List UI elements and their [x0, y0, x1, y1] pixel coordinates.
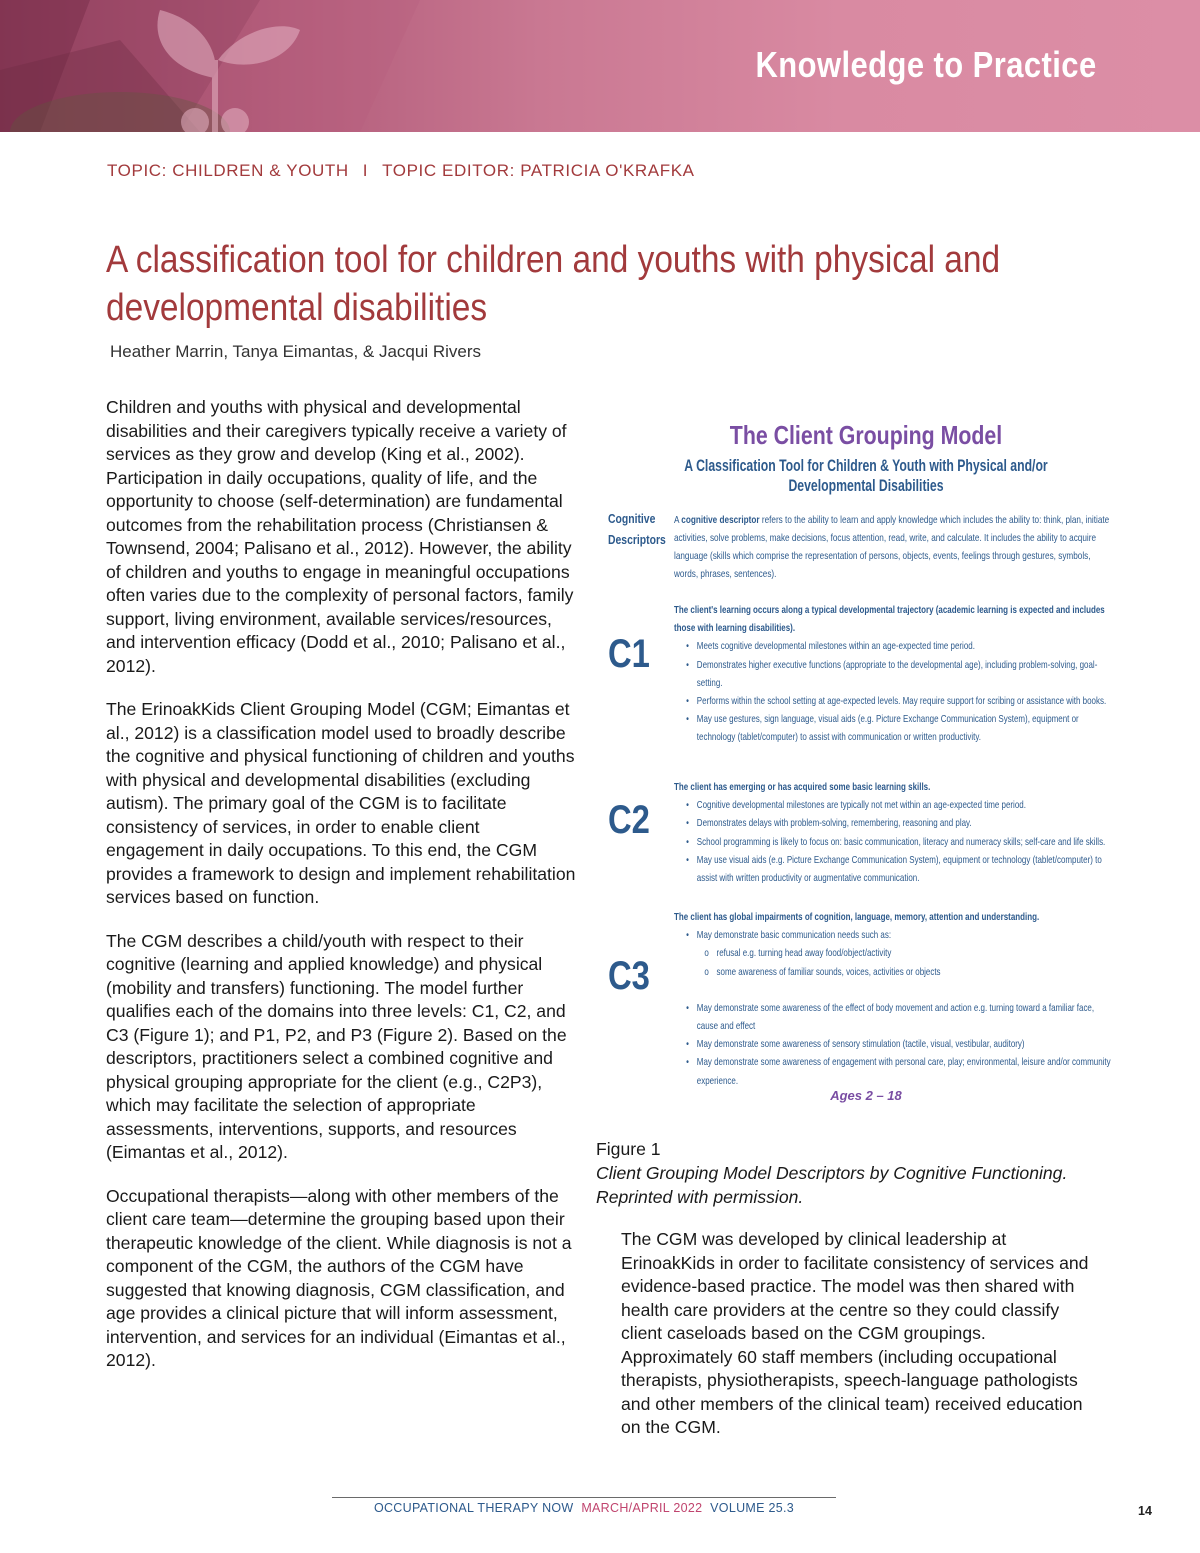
cognitive-label-line-2: Descriptors — [608, 532, 666, 547]
cognitive-descriptor-definition — [674, 511, 1111, 583]
topic-separator: I — [362, 161, 369, 180]
level-list — [674, 637, 1115, 746]
volume: VOLUME 25.3 — [710, 1501, 795, 1515]
footer — [332, 1501, 836, 1515]
list-item: • Demonstrates delays with problem-solving, remembering, reasoning and play. — [686, 814, 1115, 832]
list-sub-item: o refusal e.g. turning head away food/object/activity — [686, 944, 1115, 962]
issue-date: MARCH/APRIL 2022 — [581, 1501, 703, 1515]
body-paragraph: Occupational therapists—along with other members of the client care team—determine the grouping based upon their therapeutic knowledge of the client. While diagnosis is not a component of the CGM, the authors of the CGM have suggested that knowing diagnosis, CGM classification, and age provides a clinical picture that will inform assessment, intervention, and services for an individual (Eimantas et al., 2012). — [106, 1185, 572, 1370]
topic-label: TOPIC: CHILDREN & YOUTH — [107, 161, 349, 180]
list-item: • May use gestures, sign language, visual aids (e.g. Picture Exchange Communication System), equipment or technology (tablet/computer) to assist with communication or written productivity. — [686, 710, 1115, 746]
left-column — [106, 396, 582, 1393]
level-lead: The client's learning occurs along a typical developmental trajectory (academic learning is expected and includes those with learning disabilities). — [674, 604, 1105, 635]
body-paragraph: The ErinoakKids Client Grouping Model (CGM; Eimantas et al., 2012) is a classification model used to broadly describe the cognitive and physical functioning of children and youths with physical and developmental disabilities (excluding autism). The primary goal of the CGM is to facilitate consistency of services, in order to enable client engagement in daily occupations. To this end, the CGM provides a framework to design and implement rehabilitation services based on function. — [106, 699, 576, 907]
level-lead: The client has global impairments of cognition, language, memory, attention and understanding. — [674, 911, 1040, 923]
level-block-c1 — [674, 601, 1115, 747]
body-paragraph: Children and youths with physical and developmental disabilities and their caregivers typically receive a variety of services as they grow and develop (King et al., 2002). Participation in daily occupations, quality of life, and the opportunity to choose (self-determination) are fundamental outcomes from the rehabilitation process (Christiansen & Townsend, 2004; Palisano et al., 2012). However, the ability of children and youths to engage in meaningful occupations often varies due to the complexity of personal factors, family support, living environment, available services/resources, and intervention efficacy (Dodd et al., 2010; Palisano et al., 2012). — [106, 397, 574, 676]
right-column — [621, 1228, 1101, 1440]
topic-editor: TOPIC EDITOR: PATRICIA O'KRAFKA — [382, 161, 695, 180]
list-item: • School programming is likely to focus on: basic communication, literacy and numeracy skills; self-care and life skills. — [686, 833, 1115, 851]
figure-title: The Client Grouping Model — [729, 420, 1003, 450]
list-item: • Performs within the school setting at age-expected levels. May require support for scribing or assistance with books. — [686, 692, 1115, 710]
level-list — [674, 796, 1115, 887]
list-item: • May demonstrate some awareness of the effect of body movement and action e.g. turning toward a familiar face, cause and effect — [686, 999, 1115, 1035]
footer-divider — [332, 1497, 836, 1498]
definition-text: refers to the ability to learn and apply knowledge which includes the ability to: think, plan, initiate activities, solve problems, make decisions, focus attention, read, write, and calculate. It includes the ability to acquire language (skills which comprise the representation of persons, objects, events, feelings through gestures, symbols, words, phrases, sentences). — [674, 514, 1110, 580]
page-number: 14 — [1138, 1504, 1152, 1518]
figure-subtitle: A Classification Tool for Children & Youth with Physical and/or Developmental Disabilities — [684, 456, 1048, 495]
list-item: • Cognitive developmental milestones are typically not met within an age-expected time period. — [686, 796, 1115, 814]
article-authors: Heather Marrin, Tanya Eimantas, & Jacqui Rivers — [110, 342, 482, 361]
topic-line — [107, 161, 695, 181]
article-title — [106, 236, 1074, 332]
level-block-c2 — [674, 778, 1115, 887]
level-code-c2: C2 — [608, 798, 650, 842]
list-item: • May demonstrate some awareness of sensory stimulation (tactile, visual, vestibular, auditory) — [686, 1035, 1115, 1053]
figure-caption-line-2: Reprinted with permission. — [596, 1187, 804, 1207]
list-sub-item: o some awareness of familiar sounds, voices, activities or objects — [686, 963, 1115, 981]
level-code-c3: C3 — [608, 954, 650, 998]
journal-name: OCCUPATIONAL THERAPY NOW — [373, 1501, 574, 1515]
section-title: Knowledge to Practice — [755, 44, 1097, 85]
article-title-line-2: developmental disabilities — [106, 287, 488, 329]
level-code-c1: C1 — [608, 632, 650, 676]
cognitive-descriptors-label — [608, 508, 666, 550]
age-range: Ages 2 – 18 — [830, 1088, 902, 1103]
level-block-c3 — [674, 908, 1115, 1090]
figure-caption-line-1: Client Grouping Model Descriptors by Cognitive Functioning. — [596, 1163, 1068, 1183]
list-item: • May use visual aids (e.g. Picture Exchange Communication System), equipment or technology (tablet/computer) to assist with written productivity or augmentative communication. — [686, 851, 1115, 887]
level-list — [674, 999, 1115, 1090]
definition-term: cognitive descriptor — [681, 514, 760, 526]
list-item: • Meets cognitive developmental milestones within an age-expected time period. — [686, 637, 1115, 655]
body-paragraph: The CGM describes a child/youth with respect to their cognitive (learning and applied knowledge) and physical (mobility and transfers) functioning. The model further qualifies each of the domains into three levels: C1, C2, and C3 (Figure 1); and P1, P2, and P3 (Figure 2). Based on the descriptors, practitioners select a combined cognitive and physical grouping appropriate for the client (e.g., C2P3), which may facilitate the selection of appropriate assessments, interventions, supports, and resources (Eimantas et al., 2012). — [106, 930, 567, 1162]
header-banner — [0, 0, 1200, 132]
figure-caption — [596, 1137, 1156, 1209]
figure-client-grouping-model — [596, 410, 1136, 1120]
definition-prefix: A — [674, 514, 682, 526]
article-title-line-1: A classification tool for children and youths with physical and — [106, 239, 1001, 281]
body-paragraph: The CGM was developed by clinical leadership at ErinoakKids in order to facilitate consistency of services and evidence-based practice. The model was then shared with health care providers at the centre so they could classify client caseloads based on the CGM groupings. Approximately 60 staff members (including occupational therapists, physiotherapists, speech-language pathologists and other members of the clinical team) received education on the CGM. — [621, 1229, 1089, 1437]
level-lead: The client has emerging or has acquired some basic learning skills. — [674, 781, 931, 793]
cognitive-label-line-1: Cognitive — [608, 511, 656, 526]
level-list — [674, 926, 1115, 981]
list-item: • May demonstrate basic communication needs such as: — [686, 926, 1115, 944]
list-item: • May demonstrate some awareness of engagement with personal care, play; environmental, leisure and/or community experience. — [686, 1053, 1115, 1089]
figure-label: Figure 1 — [596, 1139, 661, 1159]
list-item: • Demonstrates higher executive functions (appropriate to the developmental age), including problem-solving, goal-setting. — [686, 656, 1115, 692]
